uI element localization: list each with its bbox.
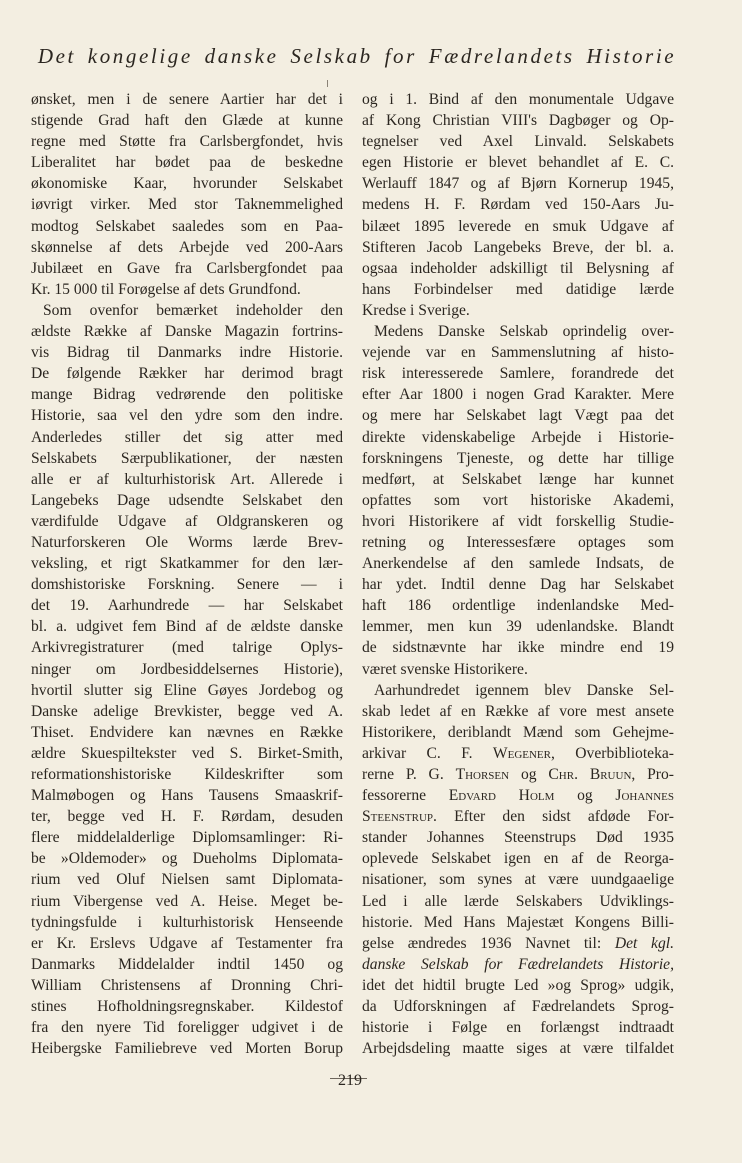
text-line (362, 764, 674, 785)
text-line: historie i Følge en forlængst indtraadt (362, 1019, 674, 1037)
text-line: modtog Selskabet saaledes som en Paa- (31, 217, 343, 235)
text-line: haft 186 ordentlige indenlandske Med- (362, 597, 674, 615)
text-line: stines Hofholdningsregnskaber. Kildestof (31, 998, 343, 1016)
small-caps-name: Thorsen (455, 766, 510, 783)
text-line: økonomiske Kaar, hvorunder Selskabet (31, 175, 343, 193)
small-caps-name: Steenstrup (362, 808, 434, 826)
paragraph (362, 321, 674, 680)
text-line: bl. a. udgivet fem Bind af de ældste danske (31, 618, 343, 636)
text-line: skab ledet af en Række af vore mest ansete (362, 702, 674, 720)
text-line: risk interesserede Samlere, forandrede det (362, 365, 674, 383)
paragraph (31, 300, 343, 1059)
text-line: vejende var en Sammenslutning af histo- (362, 344, 674, 362)
text-line: og mere har Selskabet lagt Vægt paa det (362, 407, 674, 425)
text-line: historie. Med Hans Majestæt Kongens Billi- (362, 913, 674, 931)
text-line: da Udforskningen af Fædrelandets Sprog- (362, 998, 674, 1016)
page-number: 219 (338, 1072, 362, 1089)
paragraph (362, 680, 674, 1060)
text-line: Werlauff 1847 og af Bjørn Kornerup 1945, (362, 175, 674, 193)
text-line (362, 933, 674, 954)
text-line: tydningsfulde i kulturhistorisk Henseende (31, 913, 343, 931)
text-line: Jubilæet en Gave fra Carlsbergfondet paa (31, 259, 343, 277)
text-line: rium ved Oluf Nielsen samt Diplomata- (31, 871, 343, 889)
text-line: tegnelser ved Axel Linvald. Selskabets (362, 133, 674, 151)
text-line: medens H. F. Rørdam ved 150-Aars Ju- (362, 196, 674, 214)
text-line: Som ovenfor bemærket indeholder den (43, 301, 343, 319)
text-line: Liberalitet har bødet paa de beskedne (31, 154, 343, 172)
small-caps-name: Johannes (615, 787, 674, 805)
text-line: William Christensens af Dronning Chri- (31, 976, 343, 994)
text-line: Arbejdsdeling maatte siges at være tilfaldet (362, 1040, 674, 1058)
text-line: Anderledes stiller det sig atter med (31, 428, 343, 446)
text-line: ninger om Jordbesiddelsernes Historie), (31, 660, 343, 678)
text-line: af Kong Christian VIII's Dagbøger og Op- (362, 112, 674, 130)
text-line: De følgende Rækker har derimod bragt (31, 365, 343, 383)
text-line (362, 743, 674, 764)
text-line: hvortil slutter sig Eline Gøyes Jordebog og (31, 681, 343, 699)
text-line: ter, begge ved H. F. Rørdam, desuden (31, 808, 343, 826)
text-line: iøvrigt virker. Med stor Taknemmelighed (31, 196, 343, 214)
paragraph (31, 89, 343, 300)
text-run: , Pro- (631, 766, 674, 783)
text-line: værdifulde Udgave af Oldgranskeren og (31, 512, 343, 530)
text-line: domshistoriske Forskning. Senere — i (31, 576, 343, 594)
text-run: arkivar C. F. (362, 744, 493, 762)
text-line: stigende Grad haft den Glæde at kunne (31, 112, 343, 130)
text-line: det 19. Aarhundrede — har Selskabet (31, 597, 343, 615)
text-line: hvori Historikere af vidt forskellig Studie- (362, 512, 674, 530)
text-line: veksling, et rigt Skatkammer for den lær- (31, 555, 343, 573)
text-line: rium Vibergense ved A. Heise. Meget be- (31, 892, 343, 910)
text-line: Selskabets Særpublikationer, der næsten (31, 449, 343, 467)
text-run: fessorerne (362, 787, 449, 805)
paragraph (362, 89, 674, 321)
text-line: be »Oldemoder» og Dueholms Diplomata- (31, 850, 343, 868)
text-line (362, 785, 674, 806)
text-line: vis Bidrag til Danmarks indre Historie. (31, 344, 343, 362)
text-line: Stifteren Jacob Langebeks Breve, der bl. a. (362, 238, 674, 256)
text-line: Kredse i Sverige. (362, 301, 470, 319)
text-line: Kr. 15 000 til Forøgelse af dets Grundfond. (31, 280, 301, 298)
text-line: Naturforskeren Ole Worms lærde Brev- (31, 533, 343, 551)
text-line: forskningens Tjeneste, og dette har tillige (362, 449, 674, 467)
text-line: ønsket, men i de senere Aartier har det i (31, 91, 343, 108)
text-line: lemmer, men kun 39 udenlandske. Blandt (362, 618, 674, 636)
text-line: Heibergske Familiebreve ved Morten Borup (31, 1040, 343, 1058)
text-line: ældre Skuespiltekster ved S. Birket-Smith, (31, 744, 343, 762)
text-line: flere middelalderlige Diplomsamlinger: Ri- (31, 829, 343, 847)
text-line: egen Historie er blevet behandlet af E. C. (362, 154, 674, 172)
text-line: Historie, saa vel den ydre som den indre. (31, 407, 343, 425)
text-line: nisationer, som synes at være uundgaaelige (362, 871, 674, 889)
text-line: Thiset. Endvidere kan nævnes en Række (31, 723, 343, 741)
text-line: Historikere, deriblandt Mænd som Gehejme- (362, 723, 674, 741)
text-line: er Kr. Erslevs Udgave af Testamenter fra (31, 934, 343, 952)
text-line: har ydet. Indtil denne Dag har Selskabet (362, 576, 674, 594)
text-line (362, 954, 674, 975)
text-line: mange Bidrag vedrørende den politiske (31, 386, 343, 404)
text-run: gelse ændredes 1936 Navnet til: (362, 934, 615, 952)
text-run: . Efter den sidst afdøde For- (433, 808, 674, 826)
italic-text: danske Selskab for Fædrelandets Historie, (362, 955, 674, 973)
text-line: og i 1. Bind af den monumentale Udgave (362, 91, 674, 108)
text-line: medført, at Selskabet længe har kunnet (362, 470, 674, 488)
small-caps-name: Chr. Bruun (548, 766, 632, 783)
text-line: Led i alle lærde Selskabers Udviklings- (362, 892, 674, 910)
text-line: ogsaa indeholder adskilligt til Belysning af (362, 259, 674, 277)
text-line: opfattes som vort historiske Akademi, (362, 491, 674, 509)
text-run: og (509, 766, 549, 783)
text-line: direkte videnskabelige Arbejde i Historie- (362, 428, 674, 446)
text-line: reformationshistoriske Kildeskrifter som (31, 766, 343, 783)
text-line: retning og Interessesfære optages som (362, 533, 674, 551)
running-title: Det kongelige danske Selskab for Fædrelandets Historie (37, 44, 677, 68)
text-line: ældste Række af Danske Magazin fortrins- (31, 323, 343, 341)
text-line: regne med Støtte fra Carlsbergfondet, hvis (31, 133, 343, 151)
printer-mark (327, 80, 328, 87)
text-line: de sidstnævnte har ikke mindre end 19 (362, 639, 674, 657)
text-line: Malmøbogen og Hans Tausens Smaaskrif- (31, 787, 343, 805)
text-line: oplevede Selskabet igen en af de Reorga- (362, 850, 674, 868)
text-run: , Overbiblioteka- (551, 744, 674, 762)
text-line: hans Forbindelser med datidige lærde (362, 280, 674, 298)
text-line: Aarhundredet igennem blev Danske Sel- (374, 681, 674, 699)
text-line: bilæet 1895 leverede en smuk Udgave af (362, 217, 674, 235)
text-line: fra den nyere Tid foreligger udgivet i de (31, 1019, 343, 1037)
text-run: og (554, 787, 616, 805)
text-column-right (362, 89, 674, 1059)
text-line: Arkivregistraturer (med talrige Oplys- (31, 639, 343, 657)
text-run: rerne P. G. (362, 766, 456, 783)
text-line: været svenske Historikere. (362, 660, 528, 678)
text-line: efter Aar 1800 i nogen Grad Karakter. Mere (362, 386, 674, 404)
small-caps-name: Edvard Holm (448, 787, 555, 805)
text-line: Anerkendelse af den samlede Indsats, de (362, 555, 674, 573)
text-line (362, 806, 674, 827)
text-line: skønnelse af dets Arbejde ved 200-Aars (31, 238, 343, 256)
small-caps-name: Wegener (492, 744, 551, 762)
text-line: idet det hidtil brugte Led »og Sprog» udgik, (362, 976, 674, 994)
text-line: Danmarks Middelalder indtil 1450 og (31, 955, 343, 973)
text-line: stander Johannes Steenstrups Død 1935 (362, 829, 674, 847)
text-line: alle er af kulturhistorisk Art. Allerede i (31, 470, 343, 488)
text-column-left (31, 89, 343, 1059)
text-line: Danske adelige Brevkister, begge ved A. (31, 702, 343, 720)
text-line: Langebeks Dage udsendte Selskabet den (31, 491, 343, 509)
text-line: Medens Danske Selskab oprindelig over- (374, 323, 674, 341)
italic-text: Det kgl. (614, 934, 674, 952)
